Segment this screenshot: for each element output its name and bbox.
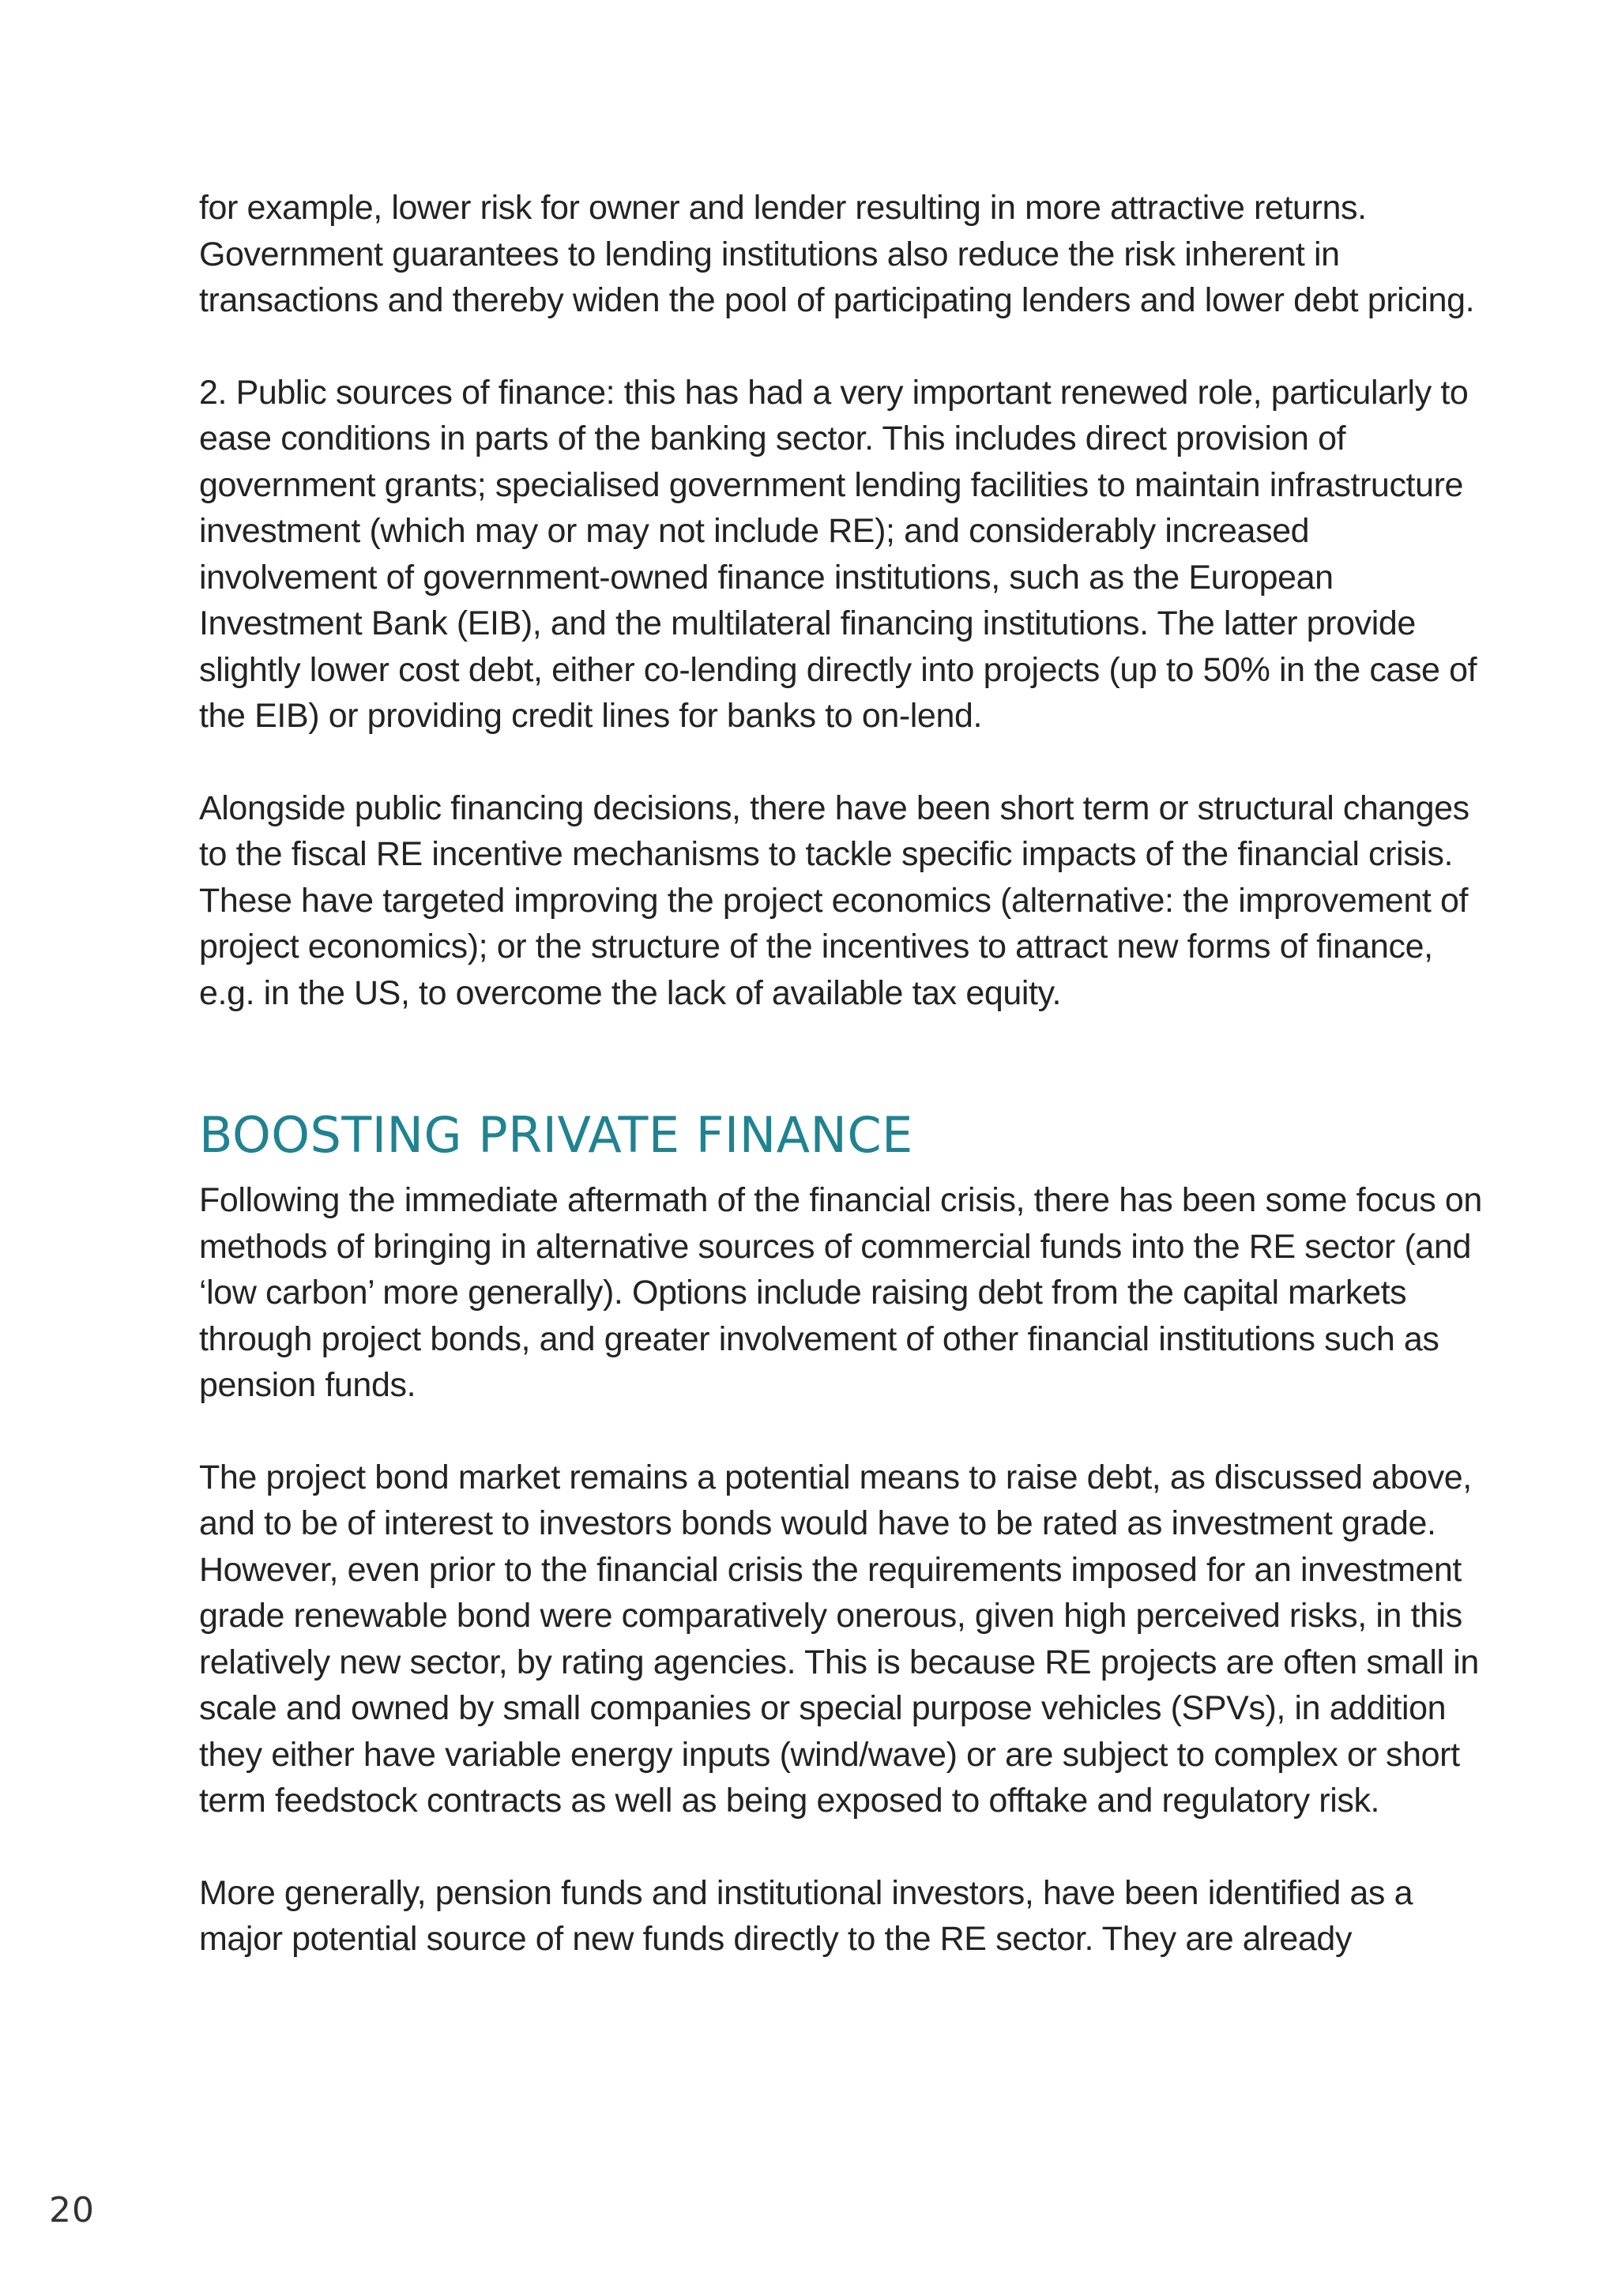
paragraph-public-sources: 2. Public sources of finance: this has had a very important renewed role, particularly to ease conditions in parts of the banking sector. This includes direct provision of government grants; specialised government lending facilities to maintain infrastructure investment (which may or may not include RE); and considerably increased involvement of government-owned finance institutions, such as the European Investment Bank (EIB), and the multilateral financing institutions. The latter provide slightly lower cost debt, either co-lending directly into projects (up to 50% in the case of the EIB) or providing credit lines for banks to on-lend.	[199, 373, 1477, 735]
page-content	[199, 185, 1495, 1963]
paragraph-pension-funds: More generally, pension funds and institutional investors, have been identified as a major potential source of new funds directly to the RE sector. They are already	[199, 1873, 1413, 1958]
page-number: 20	[49, 2190, 95, 2230]
paragraph-guarantees: for example, lower risk for owner and lender resulting in more attractive returns. Government guarantees to lending institutions also reduce the risk inherent in transactions and thereby widen the pool of participating lenders and lower debt pricing.	[199, 189, 1475, 319]
paragraph-fiscal-incentives: Alongside public financing decisions, there have been short term or structural changes to the fiscal RE incentive mechanisms to tackle specific impacts of the financial crisis. These have targeted improving the project economics (alternative: the improvement of project economics); or the structure of the incentives to attract new forms of finance, e.g. in the US, to overcome the lack of available tax equity.	[199, 789, 1469, 1012]
paragraph-aftermath: Following the immediate aftermath of the financial crisis, there has been some focus on methods of bringing in alternative sources of commercial funds into the RE sector (and ‘low carbon’ more generally). Options include raising debt from the capital markets through project bonds, and greater involvement of other financial institutions such as pension funds.	[199, 1181, 1482, 1404]
paragraph-project-bonds: The project bond market remains a potential means to raise debt, as discussed above, and to be of interest to investors bonds would have to be rated as investment grade. However, even prior to the financial crisis the requirements imposed for an investment grade renewable bond were comparatively onerous, given high perceived risks, in this relatively new sector, by rating agencies. This is because RE projects are often small in scale and owned by small companies or special purpose vehicles (SPVs), in addition they either have variable energy inputs (wind/wave) or are subject to complex or short term feedstock contracts as well as being exposed to offtake and regulatory risk.	[199, 1458, 1479, 1820]
section-heading: BOOSTING PRIVATE FINANCE	[199, 1106, 913, 1164]
